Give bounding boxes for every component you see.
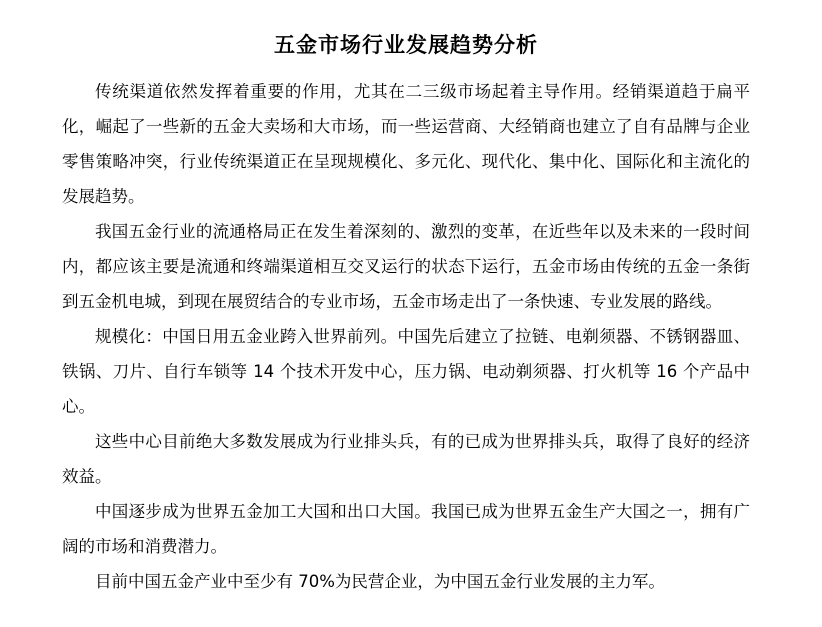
paragraph-export-power: 中国逐步成为世界五金加工大国和出口大国。我国已成为世界五金生产大国之一，拥有广阔的市场和消费潜力。	[62, 502, 750, 556]
document-title: 五金市场行业发展趋势分析	[274, 33, 538, 57]
paragraph-scale: 规模化：中国日用五金业跨入世界前列。中国先后建立了拉链、电剃须器、不锈钢器皿、铁锅、刀片、自行车锁等 14 个技术开发中心，压力锅、电动剃须器、打火机等 16 个产品中心。	[62, 327, 750, 416]
paragraph-traditional-channels: 传统渠道依然发挥着重要的作用，尤其在二三级市场起着主导作用。经销渠道趋于扁平化，崛起了一些新的五金大卖场和大市场，而一些运营商、大经销商也建立了自有品牌与企业零售策略冲突，行业传统渠道正在呈现规模化、多元化、现代化、集中化、国际化和主流化的发展趋势。	[62, 82, 750, 206]
paragraph-distribution-pattern: 我国五金行业的流通格局正在发生着深刻的、激烈的变革，在近些年以及未来的一段时间内，都应该主要是流通和终端渠道相互交叉运行的状态下运行，五金市场由传统的五金一条街到五金机电城，到现在展贸结合的专业市场，五金市场走出了一条快速、专业发展的路线。	[62, 222, 750, 311]
paragraph-centers-benefits: 这些中心目前绝大多数发展成为行业排头兵，有的已成为世界排头兵，取得了良好的经济效益。	[62, 432, 750, 486]
document-page	[62, 30, 750, 599]
paragraph-private-enterprises: 目前中国五金产业中至少有 70%为民营企业，为中国五金行业发展的主力军。	[95, 572, 665, 591]
